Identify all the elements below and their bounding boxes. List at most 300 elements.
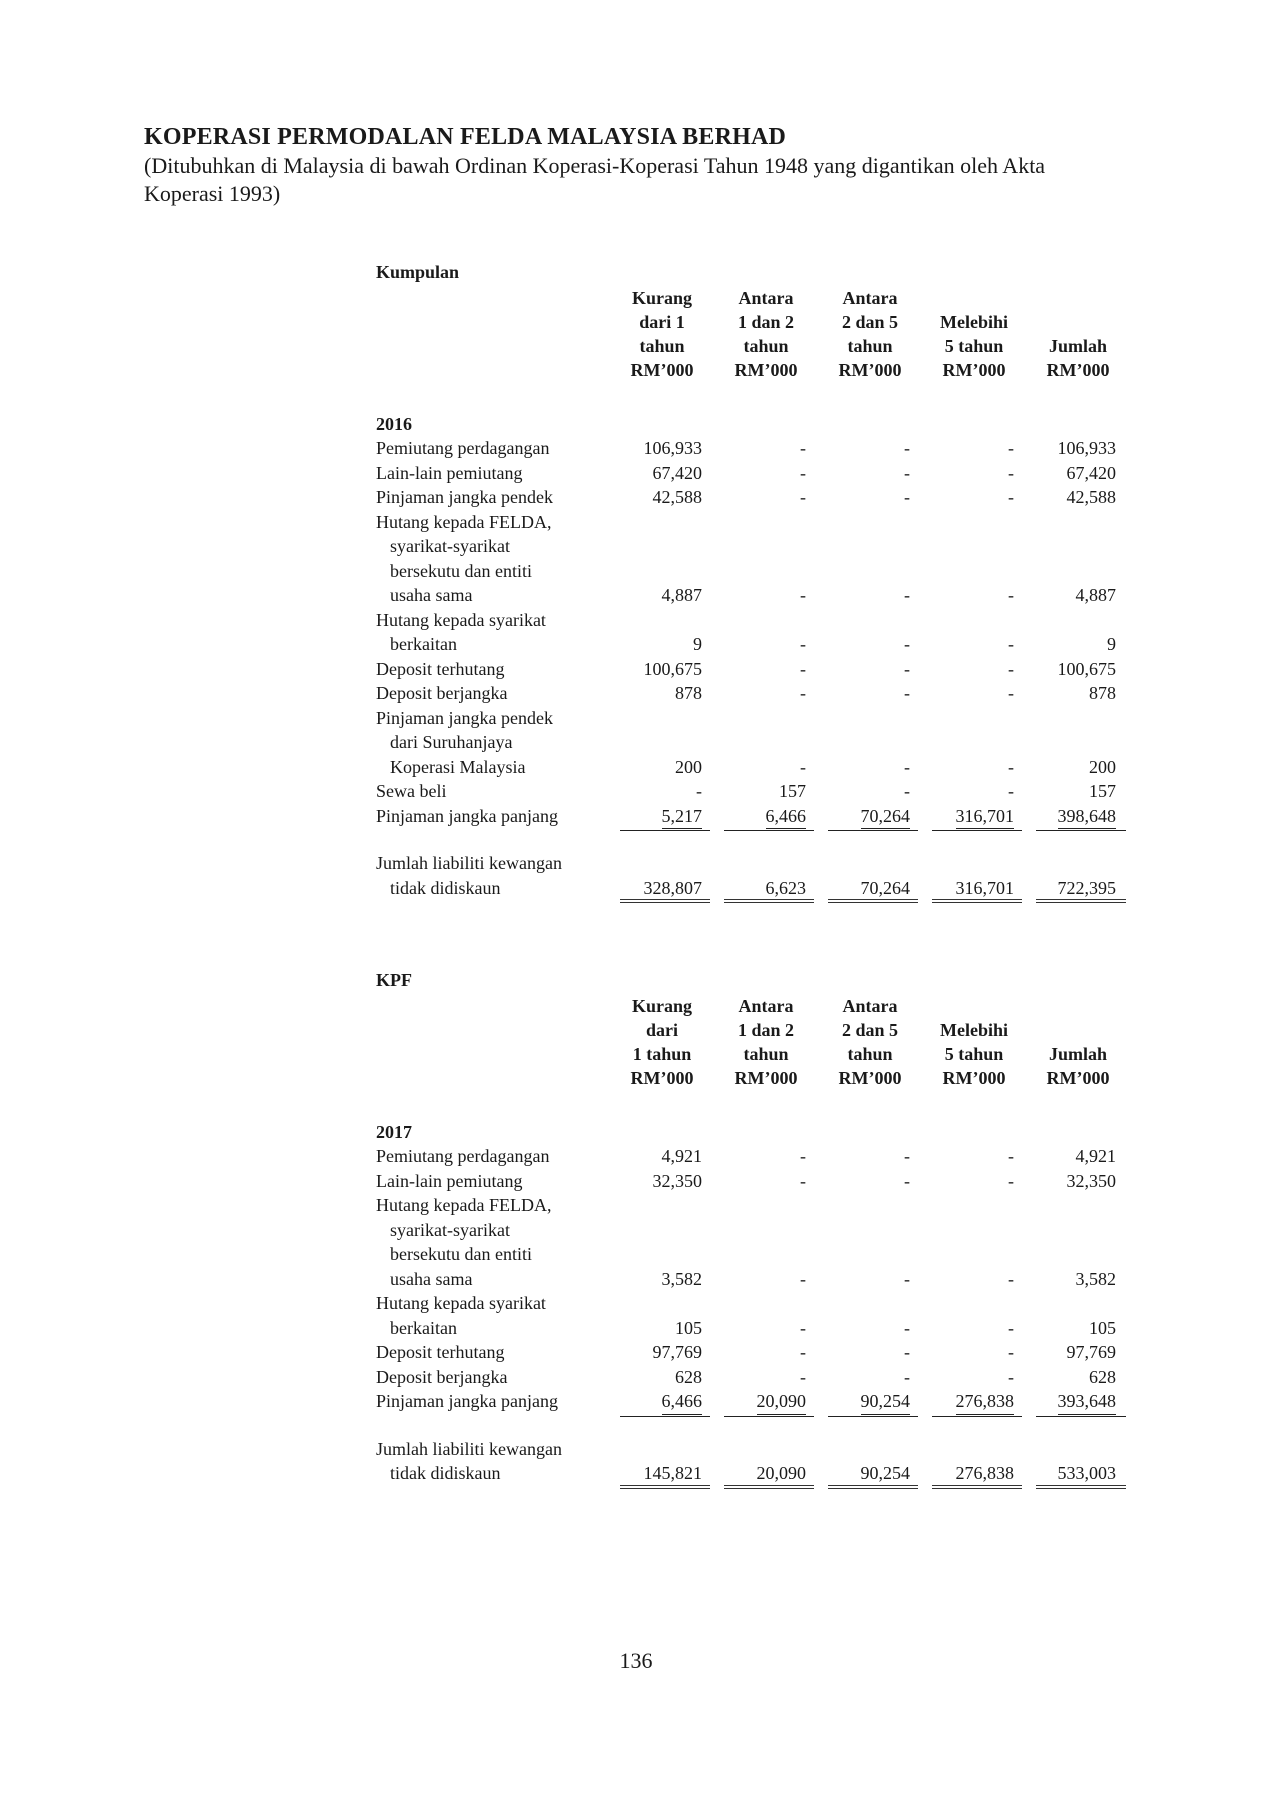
value-cell (714, 1169, 818, 1194)
value-cell (818, 583, 922, 608)
row-label (376, 1389, 610, 1415)
value-cell (1026, 876, 1130, 901)
value: 628 (675, 1366, 702, 1387)
value: 90,254 (861, 1389, 911, 1415)
value-cell (610, 755, 714, 780)
value: - (1008, 462, 1014, 483)
value: - (904, 658, 910, 679)
row-label-line: Lain-lain pemiutang (376, 462, 523, 483)
value: 722,395 (1057, 877, 1116, 898)
column-header-line: 1 tahun (632, 1044, 692, 1064)
value: 4,921 (661, 1146, 702, 1166)
table-row (376, 1144, 1156, 1169)
value-cell (610, 632, 714, 657)
row-values (610, 804, 1130, 830)
value: - (1008, 756, 1014, 777)
value-cell (922, 632, 1026, 657)
value-cell (714, 1144, 818, 1169)
value-cell (610, 804, 714, 830)
value-cell (818, 804, 922, 830)
value-cell (610, 1169, 714, 1194)
value-cell (1026, 485, 1130, 510)
value: - (696, 781, 702, 801)
row-values (610, 461, 1130, 486)
value-cell (610, 1461, 714, 1486)
column-header-line: tahun (847, 336, 893, 356)
row-label-line: berkaitan (390, 1317, 457, 1338)
value-cell (922, 583, 1026, 608)
value: 42,588 (652, 487, 702, 507)
value-cell (610, 583, 714, 608)
column-header (1026, 994, 1130, 1090)
value-cell (1026, 436, 1130, 461)
table-row (376, 706, 1156, 780)
row-label (376, 1437, 610, 1486)
column-headers (610, 286, 1156, 382)
column-header-line: RM’000 (838, 1068, 902, 1088)
value: - (904, 438, 910, 458)
value-cell (1026, 1389, 1130, 1415)
value: 398,648 (1058, 804, 1117, 830)
value-cell (922, 1316, 1026, 1341)
value-cell (610, 1316, 714, 1341)
value-cell (1026, 755, 1130, 780)
column-header (1026, 286, 1130, 382)
column-header (714, 286, 818, 382)
row-values (610, 706, 1130, 780)
value: - (904, 1170, 910, 1191)
row-label (376, 1291, 610, 1340)
value: 9 (1107, 634, 1116, 654)
value: - (800, 1146, 806, 1166)
row-label (376, 657, 610, 682)
column-header-line: 2 dan 5 (841, 312, 899, 332)
value-cell (922, 681, 1026, 706)
row-label (376, 1169, 610, 1194)
value: 70,264 (861, 804, 911, 830)
value-cell (610, 1340, 714, 1365)
table-row (376, 485, 1156, 510)
row-label-line: bersekutu dan entiti (390, 1244, 532, 1264)
row-label-line: Hutang kepada syarikat (376, 609, 546, 630)
row-values (610, 1169, 1130, 1194)
value: 67,420 (652, 462, 702, 483)
value-cell (818, 1389, 922, 1415)
column-header-line: 1 dan 2 (737, 1020, 795, 1040)
value: 105 (1089, 1317, 1116, 1338)
row-label (376, 608, 610, 657)
table-row (376, 1169, 1156, 1194)
value: 20,090 (756, 1463, 806, 1483)
value-cell (714, 1389, 818, 1415)
value: - (904, 1342, 910, 1362)
column-header-line: Melebihi (940, 312, 1008, 332)
value-cell (922, 461, 1026, 486)
value: - (800, 585, 806, 605)
value-cell (1026, 1169, 1130, 1194)
table-row (376, 1193, 1156, 1291)
row-values (610, 436, 1130, 461)
row-label (376, 1144, 610, 1169)
spacer (376, 1415, 1156, 1437)
value: - (1008, 585, 1014, 605)
value: - (800, 658, 806, 679)
value: 100,675 (1057, 658, 1116, 679)
value: 276,838 (955, 1463, 1014, 1483)
row-values (610, 1437, 1130, 1486)
value-cell (610, 1365, 714, 1390)
value-cell (610, 461, 714, 486)
row-values (610, 1193, 1130, 1291)
row-label-line: Hutang kepada FELDA, (376, 511, 552, 532)
value: 97,769 (652, 1342, 702, 1362)
row-label-line: Jumlah liabiliti kewangan (376, 853, 562, 873)
value: 533,003 (1057, 1463, 1116, 1483)
value-cell (818, 779, 922, 804)
value-cell (922, 1144, 1026, 1169)
value-cell (818, 1365, 922, 1390)
value: 9 (693, 634, 702, 654)
value: - (1008, 438, 1014, 458)
value-cell (818, 1144, 922, 1169)
value: 393,648 (1058, 1389, 1117, 1415)
row-label-line: Pinjaman jangka panjang (376, 805, 558, 826)
value: - (1008, 781, 1014, 801)
table-row (376, 1291, 1156, 1340)
value: - (1008, 487, 1014, 507)
row-label (376, 706, 610, 780)
value-cell (922, 657, 1026, 682)
total-row (376, 851, 1156, 900)
value-cell (714, 804, 818, 830)
section-label: Kumpulan (376, 262, 460, 282)
row-label-line: Jumlah liabiliti kewangan (376, 1438, 562, 1459)
column-header-line: tahun (639, 336, 685, 356)
row-label (376, 804, 610, 830)
year-label: 2017 (376, 1122, 412, 1142)
column-header-line: 5 tahun (944, 1044, 1004, 1064)
value: - (800, 462, 806, 483)
value-cell (922, 1340, 1026, 1365)
value: - (904, 1317, 910, 1338)
value-cell (818, 681, 922, 706)
row-label (376, 461, 610, 486)
value: - (800, 683, 806, 703)
value-cell (714, 755, 818, 780)
value: - (904, 683, 910, 703)
value: 67,420 (1066, 462, 1116, 483)
value-cell (818, 461, 922, 486)
row-label-line: syarikat-syarikat (390, 536, 510, 556)
row-values (610, 779, 1130, 804)
value-cell (1026, 657, 1130, 682)
value-cell (1026, 1365, 1130, 1390)
value: - (904, 756, 910, 777)
value-cell (818, 1340, 922, 1365)
value: 32,350 (1066, 1170, 1116, 1191)
value-cell (922, 1365, 1026, 1390)
table-row (376, 510, 1156, 608)
column-header (818, 994, 922, 1090)
row-label-line: Deposit terhutang (376, 1342, 505, 1362)
year-label: 2016 (376, 414, 412, 434)
table-kumpulan (376, 262, 1156, 900)
column-header (610, 994, 714, 1090)
row-label-line: bersekutu dan entiti (390, 560, 532, 581)
value: 20,090 (757, 1389, 807, 1415)
value-cell (714, 779, 818, 804)
value: 276,838 (956, 1389, 1015, 1415)
value-cell (714, 632, 818, 657)
value-cell (818, 485, 922, 510)
value-cell (1026, 1267, 1130, 1292)
value: - (904, 1366, 910, 1387)
value: - (800, 438, 806, 458)
column-header-line: RM’000 (942, 360, 1006, 380)
value: 200 (1089, 756, 1116, 777)
value: - (800, 1170, 806, 1191)
value: 105 (675, 1317, 702, 1338)
column-header-line: Antara (842, 288, 898, 308)
column-header (922, 994, 1026, 1090)
value: - (1008, 1146, 1014, 1166)
column-header-line: tahun (743, 336, 789, 356)
value: 328,807 (643, 877, 702, 898)
column-header-line: RM’000 (734, 1068, 798, 1088)
column-header (714, 994, 818, 1090)
value: - (1008, 683, 1014, 703)
row-label-line: Pinjaman jangka pendek (376, 487, 553, 507)
value-cell (818, 755, 922, 780)
value: - (1008, 1366, 1014, 1387)
row-label (376, 436, 610, 461)
column-header-line: RM’000 (1046, 360, 1110, 380)
value: 4,921 (1075, 1146, 1116, 1166)
column-header-line: 2 dan 5 (841, 1020, 899, 1040)
value-cell (922, 1267, 1026, 1292)
row-label-line: dari Suruhanjaya (390, 732, 513, 752)
column-header-line: 5 tahun (944, 336, 1004, 356)
column-header-line: RM’000 (1046, 1068, 1110, 1088)
column-header-line: Jumlah (1048, 1044, 1108, 1064)
row-label-line: berkaitan (390, 634, 457, 654)
value: 157 (1089, 781, 1116, 801)
value: 106,933 (643, 438, 702, 458)
table-row (376, 1365, 1156, 1390)
value: - (1008, 658, 1014, 679)
value: - (1008, 634, 1014, 654)
row-label-line: Hutang kepada syarikat (376, 1293, 546, 1313)
value-cell (1026, 681, 1130, 706)
column-header-line: Jumlah (1048, 336, 1108, 356)
value: - (904, 634, 910, 654)
value-cell (1026, 779, 1130, 804)
value: 6,623 (765, 877, 806, 898)
column-header-line: tahun (743, 1044, 789, 1064)
value-cell (818, 657, 922, 682)
value-cell (714, 1461, 818, 1486)
table-row (376, 657, 1156, 682)
value-cell (818, 1316, 922, 1341)
table-row (376, 804, 1156, 830)
value-cell (922, 1389, 1026, 1415)
row-label-line: usaha sama (390, 585, 473, 605)
row-values (610, 1365, 1130, 1390)
value-cell (922, 1169, 1026, 1194)
spacer (376, 829, 1156, 851)
column-header-line: RM’000 (942, 1068, 1006, 1088)
value: 316,701 (955, 877, 1014, 898)
column-header-line: Melebihi (940, 1020, 1008, 1040)
column-header (818, 286, 922, 382)
value: 157 (779, 781, 806, 801)
value: - (904, 781, 910, 801)
value-cell (1026, 1340, 1130, 1365)
value-cell (714, 1340, 818, 1365)
value-cell (714, 657, 818, 682)
value-cell (818, 632, 922, 657)
value: 4,887 (661, 585, 702, 605)
row-values (610, 1340, 1130, 1365)
value-cell (610, 1267, 714, 1292)
value-cell (714, 1316, 818, 1341)
value: - (800, 756, 806, 777)
column-header-line: Kurang (631, 288, 692, 308)
value-cell (922, 779, 1026, 804)
row-label-line: Deposit terhutang (376, 658, 505, 679)
row-label (376, 1365, 610, 1390)
row-label (376, 779, 610, 804)
row-label-line: tidak didiskaun (390, 877, 501, 898)
value: 97,769 (1066, 1342, 1116, 1362)
value: - (800, 487, 806, 507)
value: - (1008, 1317, 1014, 1338)
row-label (376, 485, 610, 510)
column-header-line: Antara (738, 996, 794, 1016)
value: 5,217 (662, 804, 703, 830)
value: 90,254 (860, 1463, 910, 1483)
value-cell (714, 436, 818, 461)
row-values (610, 1389, 1130, 1415)
column-header (922, 286, 1026, 382)
row-label-line: Deposit berjangka (376, 1366, 508, 1387)
column-header-line: Kurang (631, 996, 692, 1016)
value: 6,466 (662, 1389, 703, 1415)
column-header-line: RM’000 (630, 360, 694, 380)
column-header-line: Antara (738, 288, 794, 308)
row-values (610, 510, 1130, 608)
row-values (610, 1291, 1130, 1340)
row-label (376, 851, 610, 900)
value-cell (610, 876, 714, 901)
value: 100,675 (643, 658, 702, 679)
value-cell (922, 755, 1026, 780)
value-cell (610, 681, 714, 706)
value: 3,582 (1075, 1268, 1116, 1289)
table-row (376, 1340, 1156, 1365)
row-label-line: Pemiutang perdagangan (376, 438, 550, 458)
column-header (610, 286, 714, 382)
value-cell (818, 1461, 922, 1486)
value-cell (610, 436, 714, 461)
row-label (376, 1340, 610, 1365)
row-label-line: Lain-lain pemiutang (376, 1170, 523, 1191)
value: - (904, 1268, 910, 1289)
column-header-line: dari 1 (639, 312, 685, 332)
row-label-line: Hutang kepada FELDA, (376, 1195, 552, 1215)
value: - (800, 1268, 806, 1289)
value: - (800, 1366, 806, 1387)
value-cell (1026, 804, 1130, 830)
column-header-line: RM’000 (838, 360, 902, 380)
value-cell (1026, 1144, 1130, 1169)
value-cell (714, 485, 818, 510)
value: - (1008, 1342, 1014, 1362)
row-values (610, 485, 1130, 510)
row-values (610, 851, 1130, 900)
value: - (800, 1317, 806, 1338)
value: - (904, 1146, 910, 1166)
row-label-line: Pinjaman jangka pendek (376, 707, 553, 728)
row-label-line: syarikat-syarikat (390, 1219, 510, 1240)
value-cell (714, 1365, 818, 1390)
value-cell (714, 681, 818, 706)
row-label-line: Pinjaman jangka panjang (376, 1391, 558, 1411)
row-label-line: Deposit berjangka (376, 683, 508, 703)
row-label-line: tidak didiskaun (390, 1463, 501, 1483)
column-headers (610, 994, 1156, 1090)
value: 145,821 (643, 1463, 702, 1483)
value: 200 (675, 756, 702, 777)
value-cell (610, 485, 714, 510)
row-label (376, 510, 610, 608)
column-header-line: dari (645, 1020, 678, 1040)
table-row (376, 779, 1156, 804)
value: 878 (1089, 683, 1116, 703)
total-row (376, 1437, 1156, 1486)
value-cell (818, 1267, 922, 1292)
row-values (610, 657, 1130, 682)
row-label (376, 681, 610, 706)
value: - (800, 634, 806, 654)
table-row (376, 461, 1156, 486)
row-values (610, 608, 1130, 657)
value-cell (922, 876, 1026, 901)
value-cell (1026, 1461, 1130, 1486)
column-header-line: 1 dan 2 (737, 312, 795, 332)
value-cell (818, 436, 922, 461)
value-cell (1026, 461, 1130, 486)
value: - (904, 585, 910, 605)
value: 42,588 (1066, 487, 1116, 507)
column-header-line: tahun (847, 1044, 893, 1064)
company-title: KOPERASI PERMODALAN FELDA MALAYSIA BERHAD (144, 124, 787, 150)
value: 3,582 (661, 1268, 702, 1289)
row-label-line: Koperasi Malaysia (390, 756, 526, 777)
value-cell (610, 1144, 714, 1169)
value-cell (714, 583, 818, 608)
value-cell (610, 779, 714, 804)
value: 106,933 (1057, 438, 1116, 458)
value-cell (1026, 1316, 1130, 1341)
column-header-line: RM’000 (734, 360, 798, 380)
row-label (376, 1193, 610, 1291)
table-row (376, 1389, 1156, 1415)
value: 4,887 (1075, 585, 1116, 605)
value-cell (818, 1169, 922, 1194)
value-cell (922, 436, 1026, 461)
value-cell (922, 485, 1026, 510)
